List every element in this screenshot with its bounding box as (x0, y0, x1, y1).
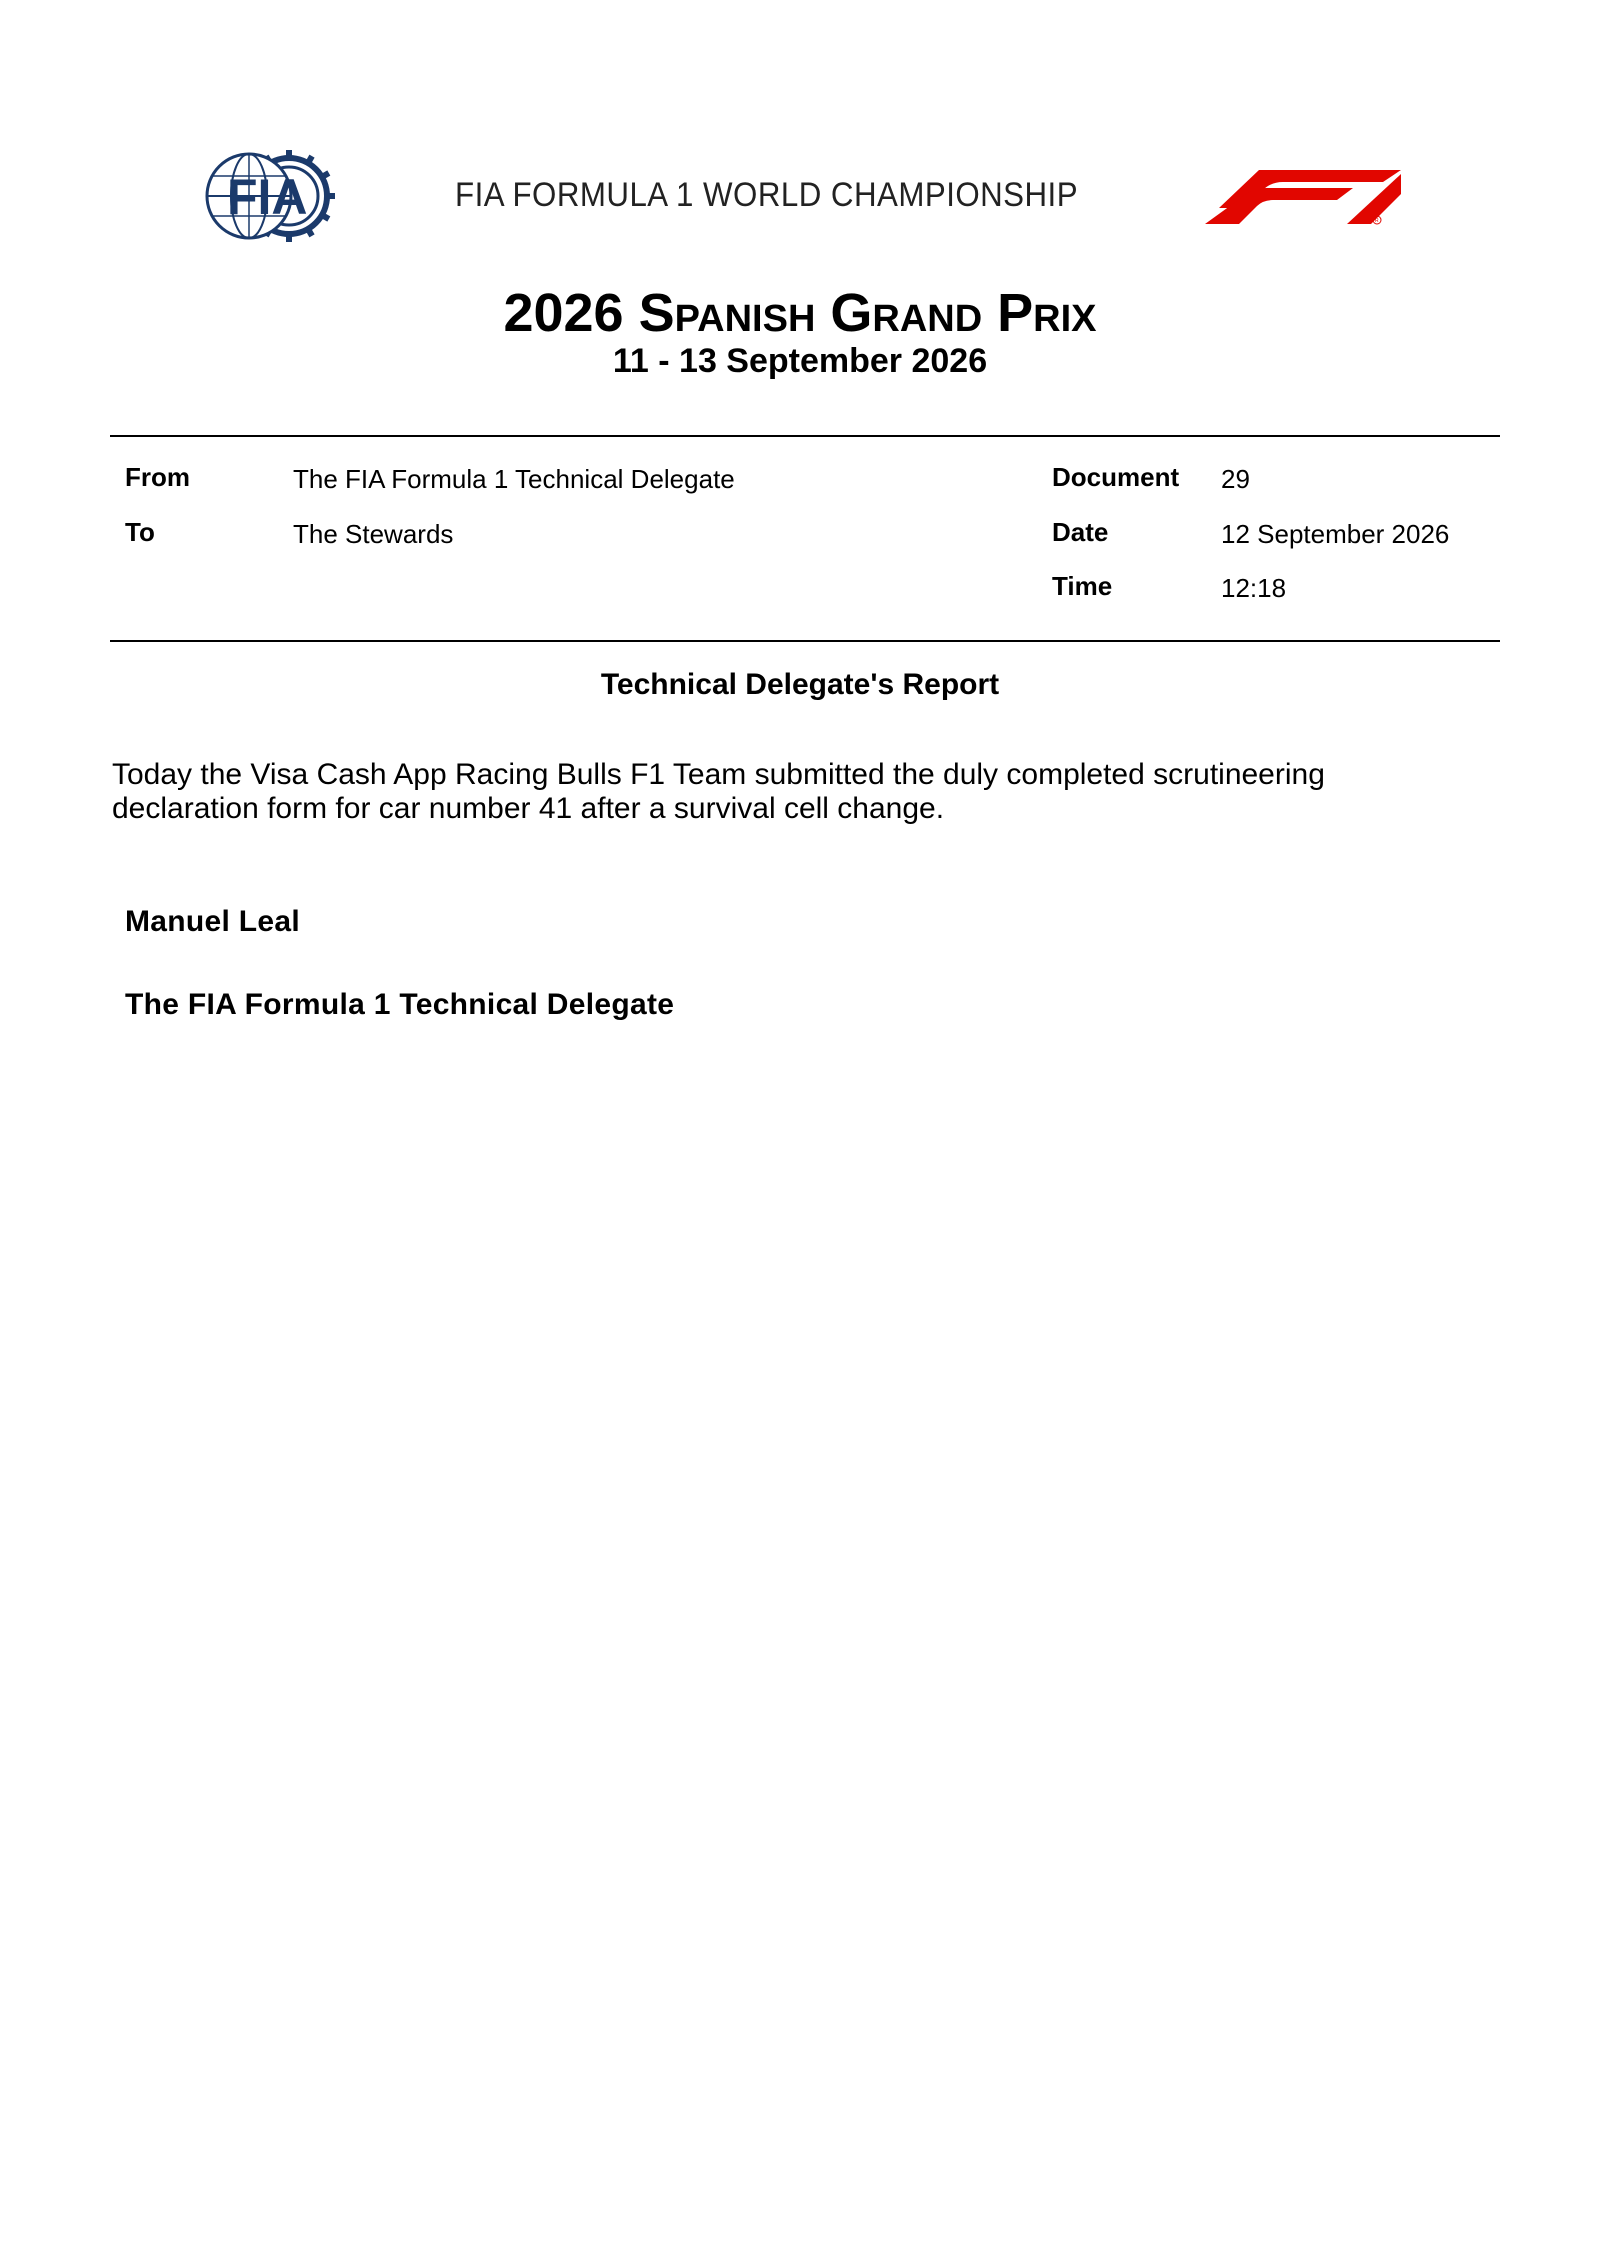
event-dates: 11 - 13 September 2026 (612, 342, 988, 380)
signatory-role: The FIA Formula 1 Technical Delegate (125, 988, 675, 1021)
time-value: 12:18 (1221, 573, 1287, 603)
event-name: Spanish Grand Prix (638, 283, 1097, 343)
document-label: Document (1052, 462, 1180, 492)
date-value: 12 September 2026 (1221, 519, 1450, 549)
report-body (112, 758, 1492, 826)
svg-text:FIA: FIA (227, 169, 308, 225)
f1-logo-icon (1205, 168, 1401, 226)
report-body-line: declaration form for car number 41 after a survival cell change. (112, 792, 945, 825)
time-label: Time (1052, 571, 1113, 601)
report-body-line: Today the Visa Cash App Racing Bulls F1 Team submitted the duly completed scrutineering (112, 758, 1325, 791)
event-title (0, 282, 1600, 344)
svg-text:R: R (1375, 218, 1379, 224)
top-divider (110, 435, 1500, 437)
bottom-divider (110, 640, 1500, 642)
date-label: Date (1052, 517, 1109, 547)
from-value: The FIA Formula 1 Technical Delegate (293, 464, 735, 494)
to-label: To (125, 517, 155, 547)
document-value: 29 (1221, 464, 1250, 494)
signatory-name: Manuel Leal (125, 905, 301, 938)
to-value: The Stewards (293, 519, 454, 549)
championship-title: FIA FORMULA 1 WORLD CHAMPIONSHIP (455, 176, 1079, 214)
report-heading: Technical Delegate's Report (600, 668, 1000, 701)
event-year: 2026 (503, 283, 624, 343)
from-label: From (125, 462, 190, 492)
fia-logo-icon (205, 148, 341, 244)
